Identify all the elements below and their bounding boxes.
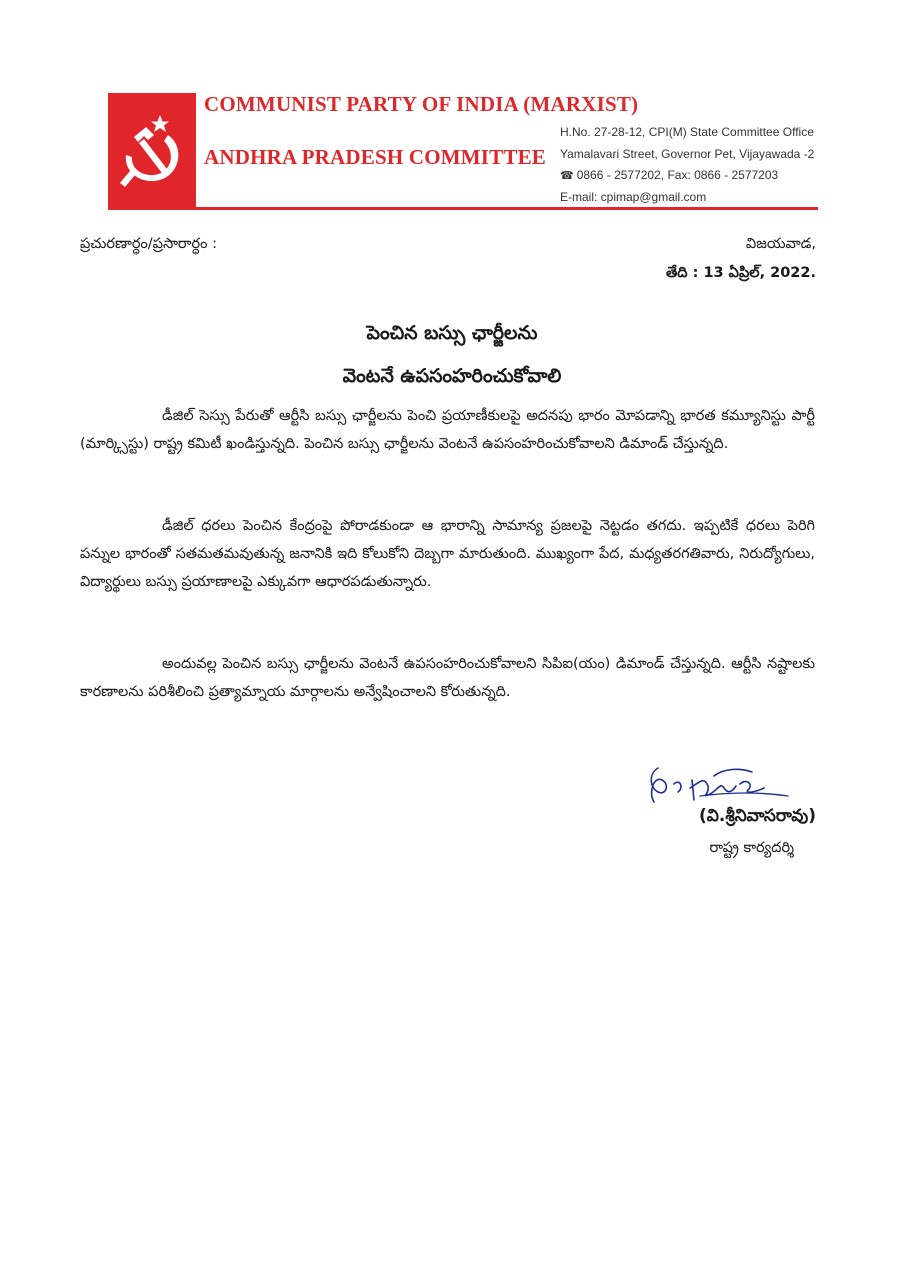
- paragraph-2: డీజిల్ ధరలు పెంచిన కేంద్రంపై పోరాడకుండా ఆ భారాన్ని సామాన్య ప్రజలపై నెట్టడం తగదు. ఇప్పటికే ధరలు పెరిగి పన్నుల భారంతో సతమతమవుతున్న జనానికి ఇది కోలుకోని దెబ్బగా మారుతుంది. ముఖ్యంగా పేద, మధ్యతరగతివారు, నిరుద్యోగులు, విద్యార్థులు బస్సు ప్రయాణాలపై ఎక్కువగా ఆధారపడుతున్నారు.: [80, 518, 815, 590]
- paragraph-3: అందువల్ల పెంచిన బస్సు ఛార్జీలను వెంటనే ఉపసంహరించుకోవాలని సిపిఐ(యం) డిమాండ్ చేస్తున్నది. ఆర్టీసి నష్టాలకు కారణాలను పరిశీలించి ప్రత్యామ్నాయ మార్గాలను అన్వేషించాలని కోరుతున్నది.: [80, 656, 815, 700]
- hammer-sickle-star-icon: [114, 113, 190, 189]
- party-logo: [108, 93, 196, 208]
- date-label: తేది : 13 ఏప్రిల్, 2022.: [666, 265, 816, 281]
- paragraph-1: డీజిల్ సెస్సు పేరుతో ఆర్టీసి బస్సు ఛార్జీలను పెంచి ప్రయాణీకులపై అదనపు భారం మోపడాన్ని భారత కమ్యూనిస్టు పార్టీ (మార్క్సిస్టు) రాష్ట్ర కమిటీ ఖండిస్తున్నది. పెంచిన బస్సు ఛార్జీలను వెంటనే ఉపసంహరించుకోవాలని డిమాండ్ చేస్తున్నది.: [80, 408, 815, 452]
- letterhead-divider: [108, 207, 818, 210]
- place-label: విజయవాడ,: [745, 236, 816, 252]
- party-name: COMMUNIST PARTY OF INDIA (MARXIST): [204, 92, 639, 116]
- phone-fax-text: 0866 - 2577202, Fax: 0866 - 2577203: [576, 168, 779, 182]
- headline-line-2: వెంటనే ఉపసంహరించుకోవాలి: [342, 365, 562, 387]
- email-line: E-mail: cpimap@gmail.com: [560, 190, 707, 204]
- telephone-icon: ☎: [560, 169, 574, 182]
- address-line-1: H.No. 27-28-12, CPI(M) State Committee Office: [560, 125, 814, 139]
- phone-fax-line: [560, 168, 778, 182]
- release-label: ప్రచురణార్ధం/ప్రసారార్ధం :: [80, 236, 217, 252]
- address-line-2: Yamalavari Street, Governor Pet, Vijayawada -2: [560, 147, 815, 161]
- signatory-name: (వి.శ్రీనివాసరావు): [699, 806, 816, 826]
- committee-name: ANDHRA PRADESH COMMITTEE: [204, 145, 546, 169]
- headline-line-1: పెంచిన బస్సు ఛార్జీలను: [366, 322, 538, 344]
- signatory-designation: రాష్ట్ర కార్యదర్శి: [709, 840, 794, 856]
